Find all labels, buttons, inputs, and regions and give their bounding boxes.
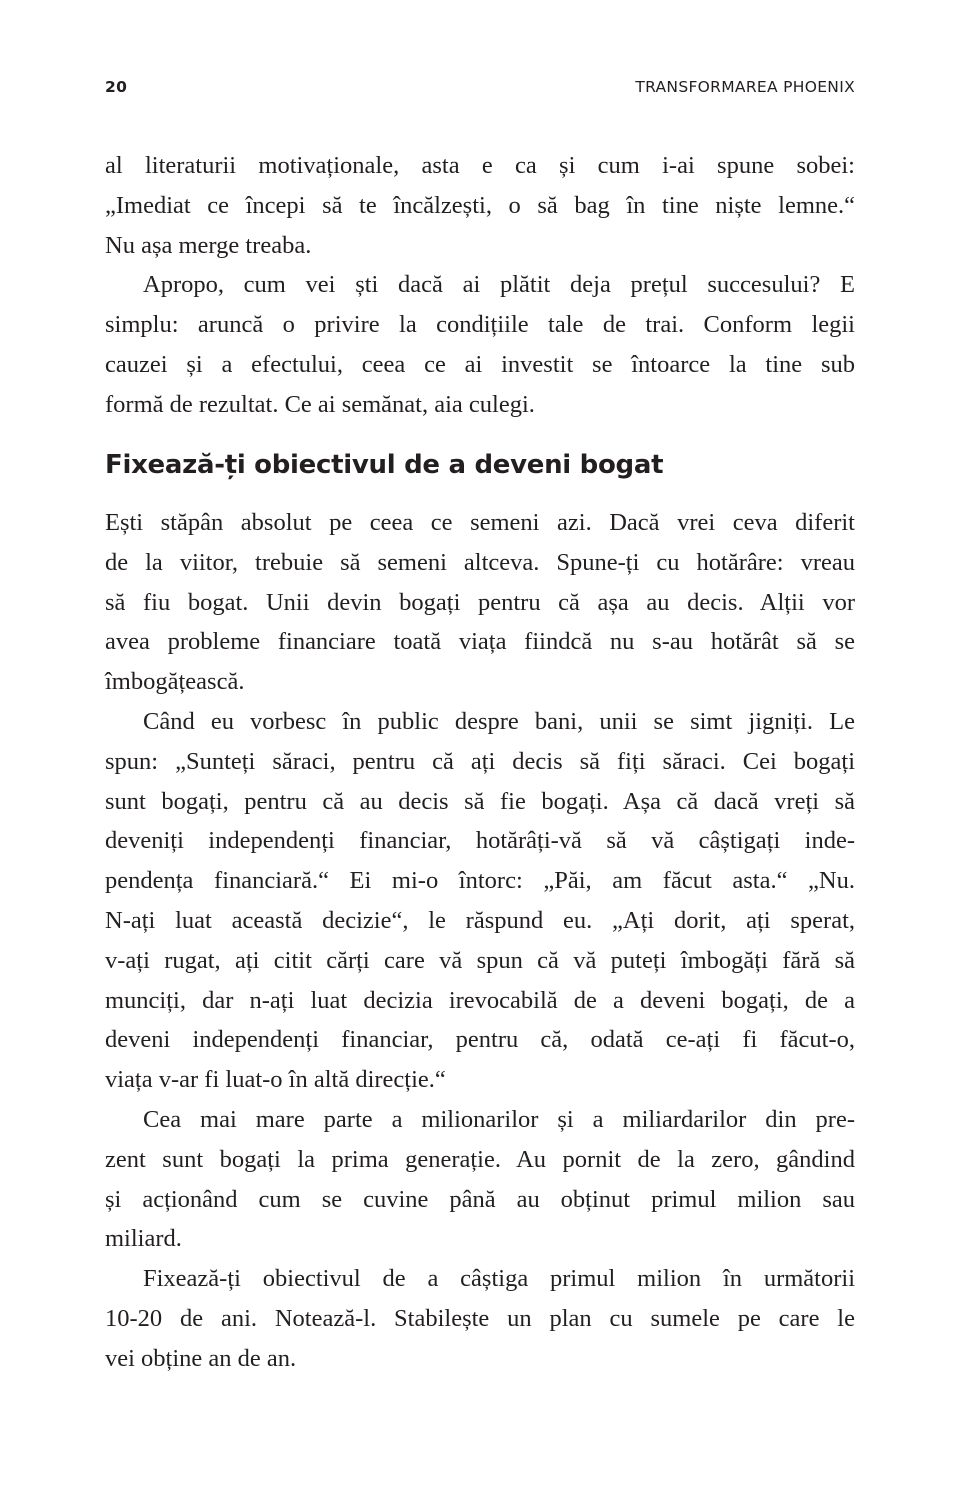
paragraph bbox=[105, 702, 855, 1100]
text-line: 10-20 de ani. Notează-l. Stabilește un plan cu sumele pe care le bbox=[105, 1304, 855, 1332]
text-line: al literaturii motivaționale, asta e ca și cum i-ai spune sobei: bbox=[105, 152, 855, 179]
text-line: Apropo, cum vei ști dacă ai plătit deja prețul succesului? E bbox=[143, 271, 855, 299]
paragraph bbox=[105, 146, 855, 265]
paragraph bbox=[105, 503, 855, 702]
text-line: cauzei și a efectului, ceea ce ai investit se întoarce la tine sub bbox=[105, 350, 855, 378]
section-heading: Fixează-ți obiectivul de a deveni bogat bbox=[105, 450, 664, 480]
text-line: simplu: aruncă o privire la condițiile tale de trai. Conform legii bbox=[105, 311, 855, 339]
text-line: N-ați luat această decizie“, le răspund eu. „Ați dorit, ați sperat, bbox=[105, 906, 855, 934]
text-line: avea probleme financiare toată viața fiindcă nu s-au hotărât să se bbox=[105, 628, 855, 656]
text-line: zent sunt bogați la prima generație. Au pornit de la zero, gândind bbox=[105, 1145, 855, 1173]
text-line: sunt bogați, pentru că au decis să fie bogați. Așa că dacă vreți să bbox=[105, 787, 855, 815]
text-line: spun: „Sunteți săraci, pentru că ați decis să fiți săraci. Cei bogați bbox=[105, 747, 855, 775]
paragraph bbox=[105, 1100, 855, 1259]
text-line: deveniți independenți financiar, hotărâți-vă să vă câștigați inde- bbox=[105, 827, 855, 855]
text-line: munciți, dar n-ați luat decizia irevocabilă de a deveni bogați, de a bbox=[105, 986, 855, 1014]
text-line: formă de rezultat. Ce ai semănat, aia culegi. bbox=[105, 390, 535, 418]
text-line: și acționând cum se cuvine până au obținut primul milion sau bbox=[105, 1185, 855, 1213]
text-line: să fiu bogat. Unii devin bogați pentru că așa au decis. Alții vor bbox=[105, 588, 855, 616]
text-line: Nu așa merge treaba. bbox=[105, 231, 312, 259]
paragraph bbox=[105, 265, 855, 424]
text-line: Când eu vorbesc în public despre bani, unii se simt jigniți. Le bbox=[143, 707, 855, 735]
body-text-before-heading bbox=[105, 146, 855, 425]
body-text-after-heading bbox=[105, 503, 855, 1379]
text-line: miliard. bbox=[105, 1225, 182, 1253]
text-line: pendența financiară.“ Ei mi-o întorc: „Păi, am făcut asta.“ „Nu. bbox=[105, 867, 855, 895]
text-line: îmbogățească. bbox=[105, 668, 245, 696]
text-line: Cea mai mare parte a milionarilor și a miliardarilor din pre- bbox=[143, 1105, 855, 1133]
page-number: 20 bbox=[105, 78, 128, 96]
running-title: TRANSFORMAREA PHOENIX bbox=[635, 78, 855, 96]
text-line: Fixează-ți obiectivul de a câștiga primul milion în următorii bbox=[143, 1265, 855, 1293]
text-line: viața v-ar fi luat-o în altă direcție.“ bbox=[105, 1066, 446, 1094]
text-line: deveni independenți financiar, pentru că, odată ce-ați fi făcut-o, bbox=[105, 1026, 855, 1054]
text-line: Ești stăpân absolut pe ceea ce semeni azi. Dacă vrei ceva diferit bbox=[105, 509, 855, 536]
text-line: „Imediat ce începi să te încălzești, o să bag în tine niște lemne.“ bbox=[105, 191, 855, 219]
text-line: de la viitor, trebuie să semeni altceva. Spune-ți cu hotărâre: vreau bbox=[105, 548, 855, 576]
text-line: v-ați rugat, ați citit cărți care vă spun că vă puteți îmbogăți fără să bbox=[105, 946, 855, 974]
text-line: vei obține an de an. bbox=[105, 1344, 297, 1372]
paragraph bbox=[105, 1259, 855, 1378]
